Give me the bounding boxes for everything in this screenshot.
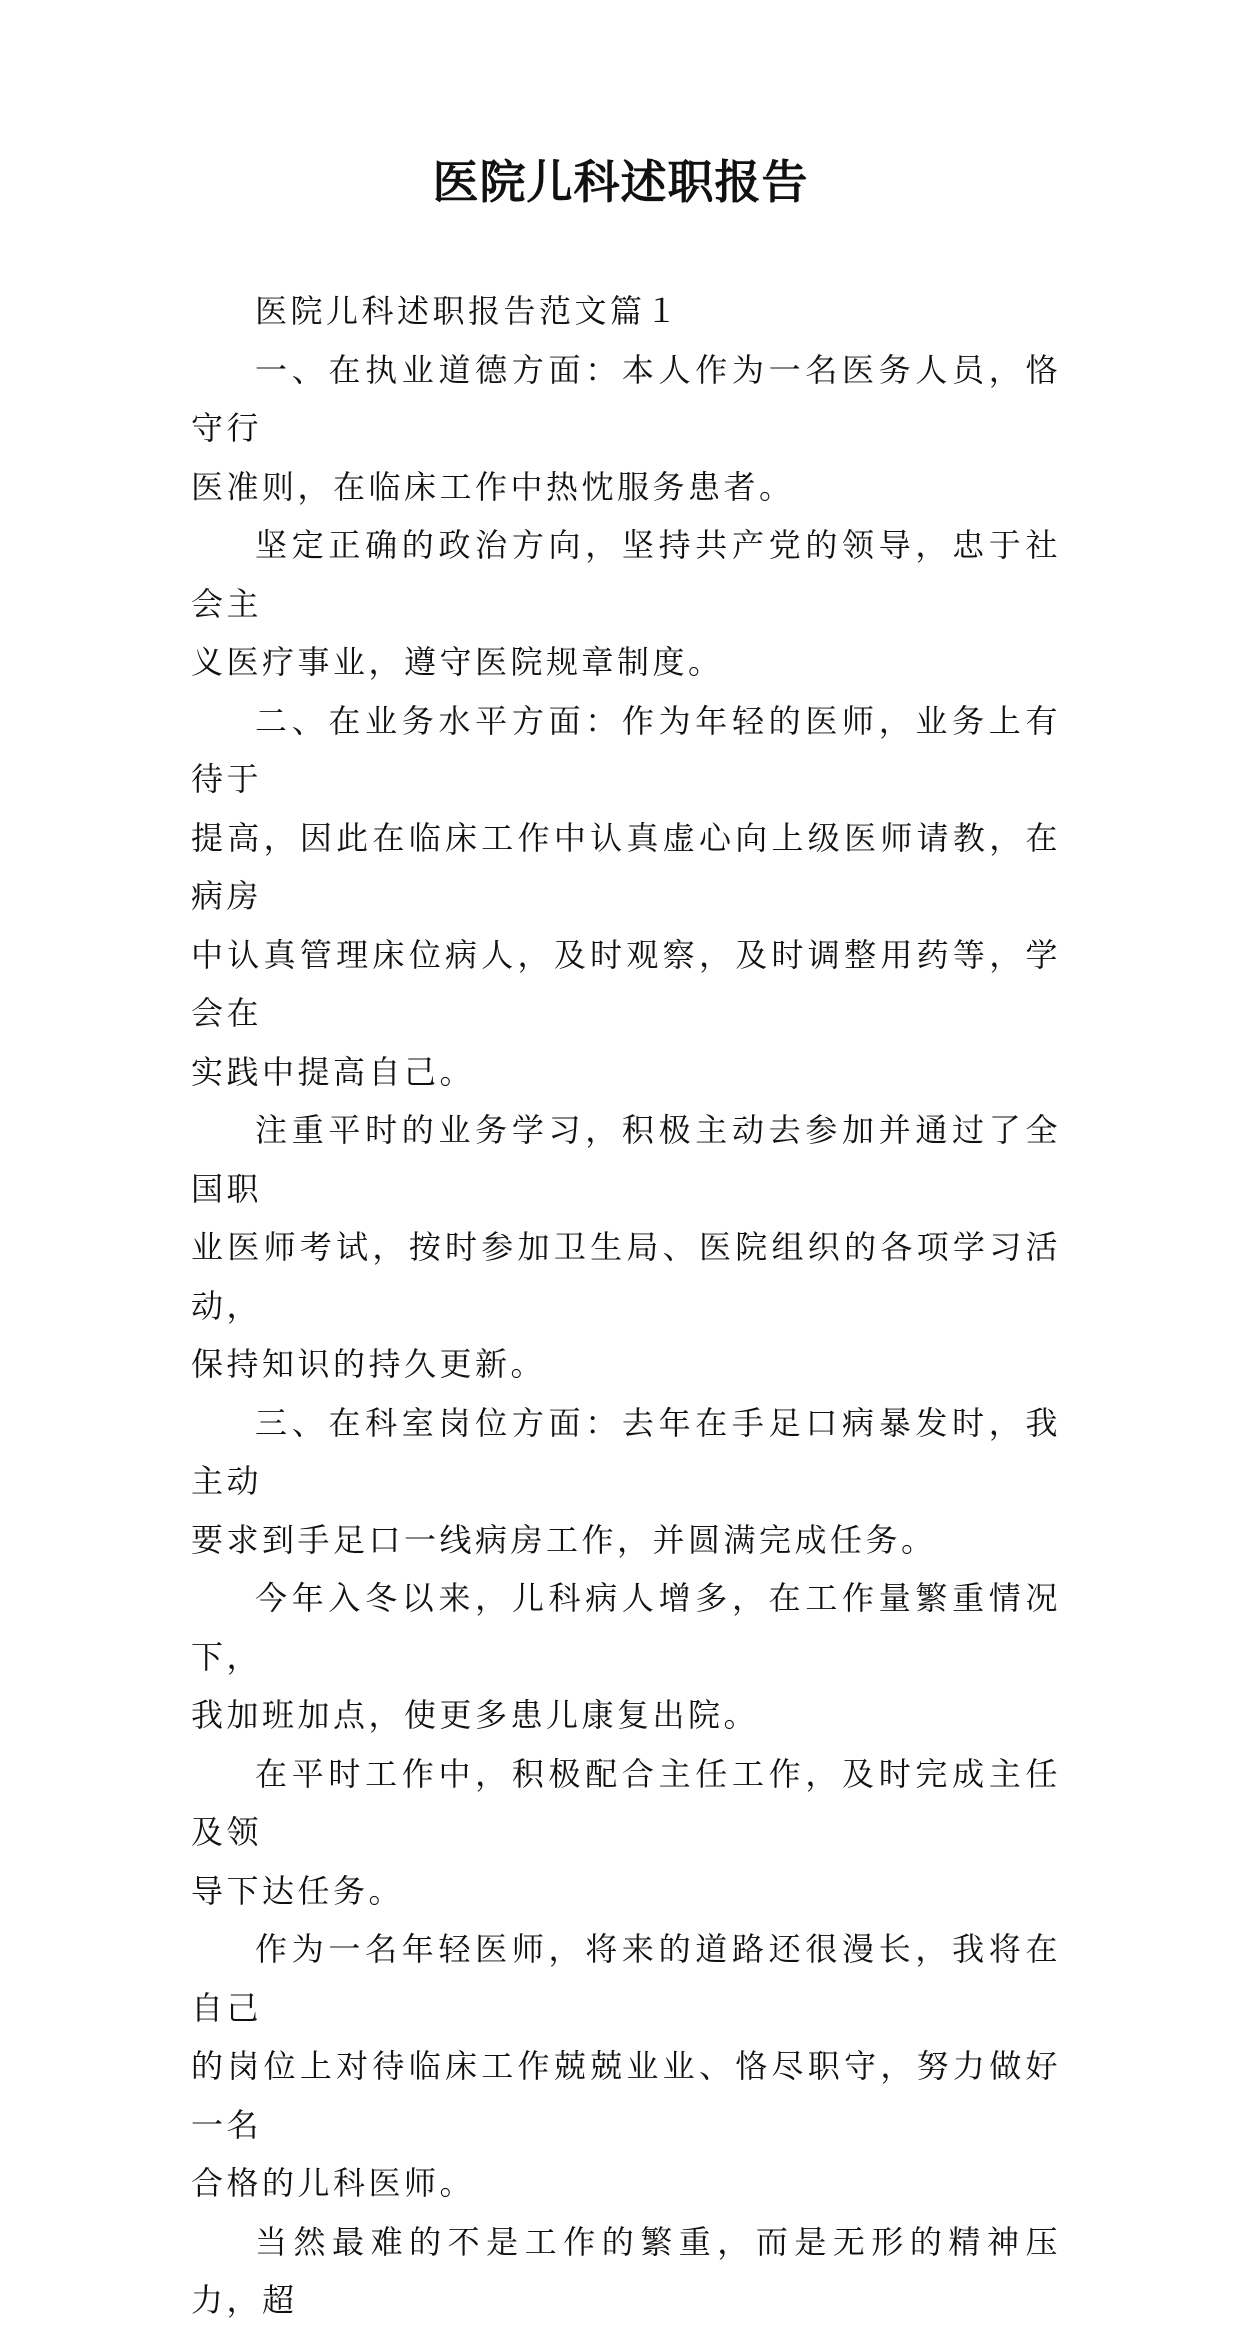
paragraph: 在平时工作中，积极配合主任工作，及时完成主任及领 导下达任务。 bbox=[191, 1754, 1061, 1910]
paragraph: 一、在执业道德方面：本人作为一名医务人员，恪守行 医准则，在临床工作中热忱服务患者。 bbox=[191, 350, 1061, 506]
paragraph: 作为一名年轻医师，将来的道路还很漫长，我将在自己 的岗位上对待临床工作兢兢业业、恪尽职守，努力做好一名 合格的儿科医师。 bbox=[191, 1930, 1061, 2202]
paragraph: 当然最难的不是工作的繁重，而是无形的精神压力，超 bbox=[191, 2222, 1061, 2319]
paragraph: 医院儿科述职报告范文篇１ bbox=[255, 292, 682, 330]
paragraph: 坚定正确的政治方向，坚持共产党的领导，忠于社会主 义医疗事业，遵守医院规章制度。 bbox=[191, 526, 1061, 681]
document-title: 医院儿科述职报告 bbox=[432, 155, 809, 209]
paragraph: 注重平时的业务学习，积极主动去参加并通过了全国职 业医师考试，按时参加卫生局、医院组织的各项学习活动， 保持知识的持久更新。 bbox=[191, 1111, 1061, 1383]
paragraph: 二、在业务水平方面：作为年轻的医师，业务上有待于 提高，因此在临床工作中认真虚心向上级医师请教，在病房 中认真管理床位病人，及时观察，及时调整用药等，学会在 实践中提高自己。 bbox=[191, 701, 1061, 1091]
document-body bbox=[191, 282, 1061, 2330]
paragraph: 今年入冬以来，儿科病人增多，在工作量繁重情况下， 我加班加点，使更多患儿康复出院。 bbox=[191, 1579, 1061, 1734]
paragraph: 三、在科室岗位方面：去年在手足口病暴发时，我主动 要求到手足口一线病房工作，并圆满完成任务。 bbox=[191, 1403, 1061, 1559]
